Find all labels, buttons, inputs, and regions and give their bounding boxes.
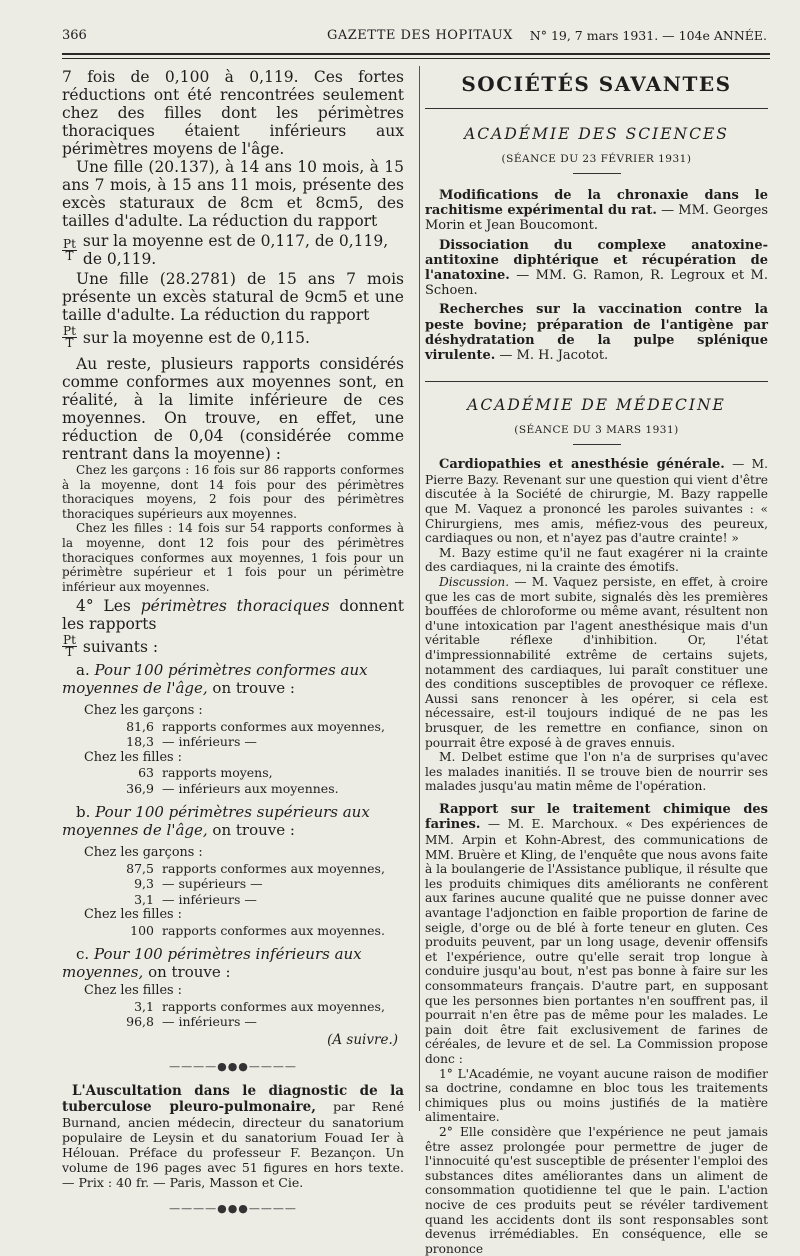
- data-row: 36,9 — inférieurs aux moyennes.: [126, 780, 339, 796]
- paragraph: Chez les garçons : 16 fois sur 86 rapports conformes à la moyenne, dont 14 fois pour des périmètres thoraciques moyens, 2 fois pour des périmètres thoraciques supérieurs aux moyennes.: [62, 463, 404, 521]
- header-rule-thin: [62, 58, 770, 59]
- data-list: [62, 923, 404, 939]
- issue-info: N° 19, 7 mars 1931. — 104e ANNÉE.: [529, 28, 767, 43]
- to-be-continued: (A suivre.): [327, 1031, 398, 1048]
- paragraph: M. Bazy estime qu'il ne faut exagérer ni la crainte des cardiaques, ni la crainte des émotifs.: [425, 545, 768, 575]
- paragraph: M. Delbet estime que l'on n'a de surprises qu'avec les malades inanitiés. Il se trouve bien de nourrir ses malades jusqu'au matin même de l'opération.: [425, 750, 768, 794]
- session-date: (SÉANCE DU 23 FÉVRIER 1931): [501, 153, 692, 165]
- ratio-formula: [62, 232, 404, 268]
- paragraph: 4° Les périmètres thoraciques donnent les rapports: [62, 597, 404, 634]
- column-divider: [419, 66, 420, 1111]
- group-label: Chez les filles :: [84, 907, 182, 923]
- group-label: Chez les garçons :: [84, 703, 203, 719]
- paragraph: Cardiopathies et anesthésie générale. — M. Pierre Bazy. Revenant sur une question qui vient d'être discutée à la Société de chirurgie, M. Bazy rappelle que M. Vaquez a prononcé les paroles suivantes : « Chirurgiens, mes amis, méfiez-vous des peureux, cardiaques ou non, et n'ayez pas d'autre crainte! »: [425, 457, 769, 546]
- section-a-heading: a. Pour 100 périmètres conformes aux moyennes de l'âge, on trouve :: [62, 661, 368, 697]
- header-rule-thick: [62, 53, 770, 55]
- communication: Recherches sur la vaccination contre la peste bovine; préparation de l'antigène par déshydratation de la pulpe splénique virulente. — M. H. Jacotot.: [425, 302, 768, 364]
- short-rule: [573, 173, 621, 174]
- data-list: [62, 765, 404, 796]
- formula-text: suivants :: [82, 637, 159, 656]
- data-row: 96,8 — inférieurs —: [126, 1014, 257, 1030]
- data-row: 9,3 — supérieurs —: [134, 876, 263, 892]
- ornament-divider: ————●●●————: [169, 1201, 297, 1215]
- paragraph: Chez les filles : 14 fois sur 54 rapports conformes à la moyenne, dont 12 fois pour des périmètres thoraciques conformes aux moyennes, 1 fois pour un périmètre supérieur et 1 fois pour un périmètre inférieur aux moyennes.: [62, 521, 404, 594]
- gazette-title: GAZETTE DES HOPITAUX: [327, 28, 513, 43]
- ratio-formula: [62, 326, 404, 349]
- data-row: 3,1 — inférieurs —: [134, 891, 257, 907]
- paragraph: Au reste, plusieurs rapports considérés comme conformes aux moyennes sont, en réalité, à la limite inférieure de ces moyennes. On trouve, en effet, une réduction de 0,04 (considérée comme rentrant dans la moyenne) :: [62, 355, 404, 463]
- data-list: [62, 999, 404, 1030]
- formula-text: sur la moyenne est de 0,115.: [82, 328, 310, 347]
- paragraph: Discussion. — M. Vaquez persiste, en effet, à croire que les cas de mort subite, signalés dès les premières bouffées de chloroforme ou même avant, résultent non d'une intoxication par l'agent anesthésique mais d'un véritable réflexe d'inhibition. Or, l'état d'impressionnabilité extrême de certains sujets, notamment des cardiaques, lui paraît constituer une des conditions susceptibles de provoquer ce réflexe. Aussi sans renoncer à les opérer, si cela est nécessaire, est-il toujours indiqué de ne pas les brusquer, de les remettre en confiance, sinon on pourrait être exposé à de graves ennuis.: [425, 574, 769, 750]
- group-label: Chez les filles :: [84, 983, 182, 999]
- data-row: 100 rapports conformes aux moyennes.: [130, 922, 385, 938]
- book-review: L'Auscultation dans le diagnostic de la tuberculose pleuro-pulmonaire, par René Burnand, ancien médecin, directeur du sanatorium populaire de Leysin et du sanatorium Fouad Ier à Hélouan. Préface du professeur F. Bezançon. Un volume de 196 pages avec 51 figures en hors texte. — Prix : 40 fr. — Paris, Masson et Cie.: [62, 1082, 404, 1190]
- academy-heading: ACADÉMIE DES SCIENCES: [464, 125, 729, 143]
- communication: Modifications de la chronaxie dans le rachitisme expérimental du rat. — MM. Georges Morin et Jean Boucomont.: [425, 188, 768, 234]
- group-label: Chez les garçons :: [84, 845, 203, 861]
- formula-text: sur la moyenne est de 0,117, de 0,119, de 0,119.: [82, 232, 389, 268]
- paragraph: Une fille (28.2781) de 15 ans 7 mois présente un excès statural de 9cm5 et une taille d'adulte. La réduction du rapport: [62, 270, 404, 324]
- paragraph: 2° Elle considère que l'expérience ne peut jamais être assez prolongée pour permettre de juger de l'innocuité qu'est susceptible de présenter l'emploi des substances dites améliorantes dans un aliment de consommation quotidienne tel que le pain. L'action nocive de ces produits peut se révéler tardivement quand les accidents dont ils sont responsables sont devenus irrémédiables. En conséquence, elle se prononce: [425, 1124, 768, 1256]
- fraction: $\frac{Pt}{T}$: [63, 236, 76, 263]
- left-column: [62, 68, 404, 1215]
- section-c-heading: c. Pour 100 périmètres inférieurs aux moyennes, on trouve :: [62, 945, 362, 981]
- paragraph: Rapport sur le traitement chimique des farines. — M. E. Marchoux. « Des expériences de MM. Arpin et Kohn-Abrest, des communications de MM. Bruère et Kling, de l'enquête que nous avons faite à la boulangerie de l'Assistance publique, il résulte que les produits chimiques dits améliorants ne confèrent aux farines aucune qualité que ne puisse donner avec avantage l'adjonction en faible proportion de farine de seigle, d'orge ou de blé à forte teneur en gluten. Ces produits peuvent, par un long usage, devenir offensifs et l'expérience, outre qu'elle serait trop longue à conduire jusqu'au bout, n'est pas bonne à faire sur les consommateurs français. D'autre part, en supposant que les personnes bien portantes n'en souffrent pas, il pourrait n'en être pas de même pour les malades. Le pain doit être fait exclusivement de farines de céréales, de levure et de sel. La Commission propose donc :: [425, 801, 768, 1066]
- page-number: 366: [62, 28, 87, 43]
- short-rule: [573, 444, 621, 445]
- data-list: [62, 719, 404, 750]
- communication: Dissociation du complexe anatoxine-antitoxine diphtérique et récupération de l'anatoxine. — MM. G. Ramon, R. Legroux et M. Schoen.: [425, 237, 768, 299]
- data-row: 81,6 rapports conformes aux moyennes,: [126, 718, 385, 734]
- session-date: (SÉANCE DU 3 MARS 1931): [514, 424, 679, 437]
- group-label: Chez les filles :: [84, 749, 182, 765]
- data-list: [62, 861, 404, 908]
- ornament-divider: ————●●●————: [169, 1059, 297, 1073]
- paragraph: Une fille (20.137), à 14 ans 10 mois, à 15 ans 7 mois, à 15 ans 11 mois, présente des excès staturaux de 8cm et 8cm5, des tailles d'adulte. La réduction du rapport: [62, 158, 404, 230]
- title-rule: [425, 108, 768, 109]
- academy-heading: ACADÉMIE DE MÉDECINE: [467, 396, 726, 415]
- data-row: 18,3 — inférieurs —: [126, 734, 257, 750]
- paragraph: 7 fois de 0,100 à 0,119. Ces fortes réductions ont été rencontrées seulement chez des filles dont les périmètres thoraciques étaient inférieurs aux périmètres moyens de l'âge.: [62, 68, 404, 158]
- right-column: [425, 68, 768, 1256]
- data-row: 87,5 rapports conformes aux moyennes,: [126, 860, 385, 876]
- page-header: [62, 28, 767, 50]
- fraction: $\frac{Pt}{T}$: [63, 633, 76, 660]
- ratio-formula: [62, 635, 404, 658]
- section-b-heading: b. Pour 100 périmètres supérieurs aux moyennes de l'âge, on trouve :: [62, 803, 370, 839]
- section-rule: [425, 381, 768, 382]
- section-title: SOCIÉTÉS SAVANTES: [461, 72, 732, 96]
- fraction: $\frac{Pt}{T}$: [63, 324, 76, 350]
- data-row: 3,1 rapports conformes aux moyennes,: [134, 998, 385, 1014]
- paragraph: 1° L'Académie, ne voyant aucune raison de modifier sa doctrine, condamne en bloc tous les traitements chimiques plus ou moins justifiés de la matière alimentaire.: [425, 1066, 768, 1125]
- data-row: 63 rapports moyens,: [138, 765, 273, 781]
